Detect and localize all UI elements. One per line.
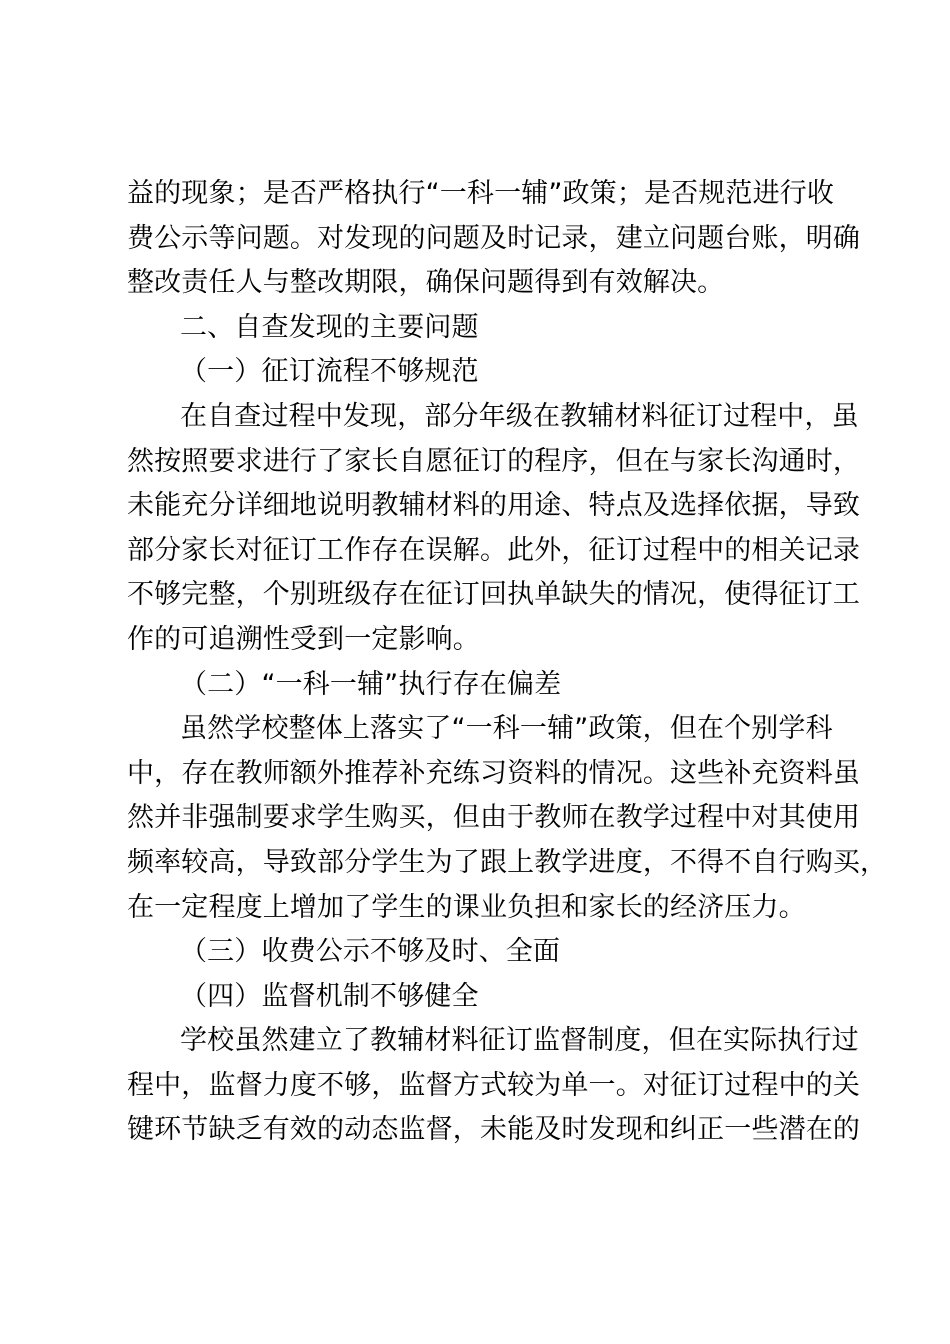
section-heading: 二、自查发现的主要问题 [180,311,479,343]
body-text-line: 在一定程度上增加了学生的课业负担和家长的经济压力。 [127,891,806,923]
body-text-line: 作的可追溯性受到一定影响。 [127,623,480,655]
body-text-line: 中，存在教师额外推荐补充练习资料的情况。这些补充资料虽 [127,757,861,789]
body-text-line: 在自查过程中发现，部分年级在教辅材料征订过程中，虽 [180,400,859,432]
subsection-heading: （四）监督机制不够健全 [180,980,479,1012]
subsection-heading: （三）收费公示不够及时、全面 [180,936,561,968]
body-text-line: 键环节缺乏有效的动态监督，未能及时发现和纠正一些潜在的 [127,1114,861,1146]
body-text-line: 然并非强制要求学生购买，但由于教师在教学过程中对其使用 [127,802,861,834]
body-text-line: 虽然学校整体上落实了“一科一辅”政策，但在个别学科 [180,713,833,745]
body-text-line: 未能充分详细地说明教辅材料的用途、特点及选择依据，导致 [127,490,861,522]
body-text-line: 益的现象；是否严格执行“一科一辅”政策；是否规范进行收 [127,178,835,209]
body-text-line: 不够完整，个别班级存在征订回执单缺失的情况，使得征订工 [127,579,861,611]
body-text-line: 程中，监督力度不够，监督方式较为单一。对征订过程中的关 [127,1069,861,1101]
body-text-line: 然按照要求进行了家长自愿征订的程序，但在与家长沟通时， [127,445,861,477]
subsection-heading: （二）“一科一辅”执行存在偏差 [180,668,562,700]
body-text-line: 频率较高，导致部分学生为了跟上教学进度，不得不自行购买， [127,846,888,878]
body-text-line: 整改责任人与整改期限，确保问题得到有效解决。 [127,267,725,299]
body-text-line: 费公示等问题。对发现的问题及时记录，建立问题台账，明确 [127,222,861,254]
document-body [127,172,888,1153]
body-text-line: 部分家长对征订工作存在误解。此外，征订过程中的相关记录 [127,534,861,566]
subsection-heading: （一）征订流程不够规范 [180,356,479,388]
body-text-line: 学校虽然建立了教辅材料征订监督制度，但在实际执行过 [180,1025,859,1057]
